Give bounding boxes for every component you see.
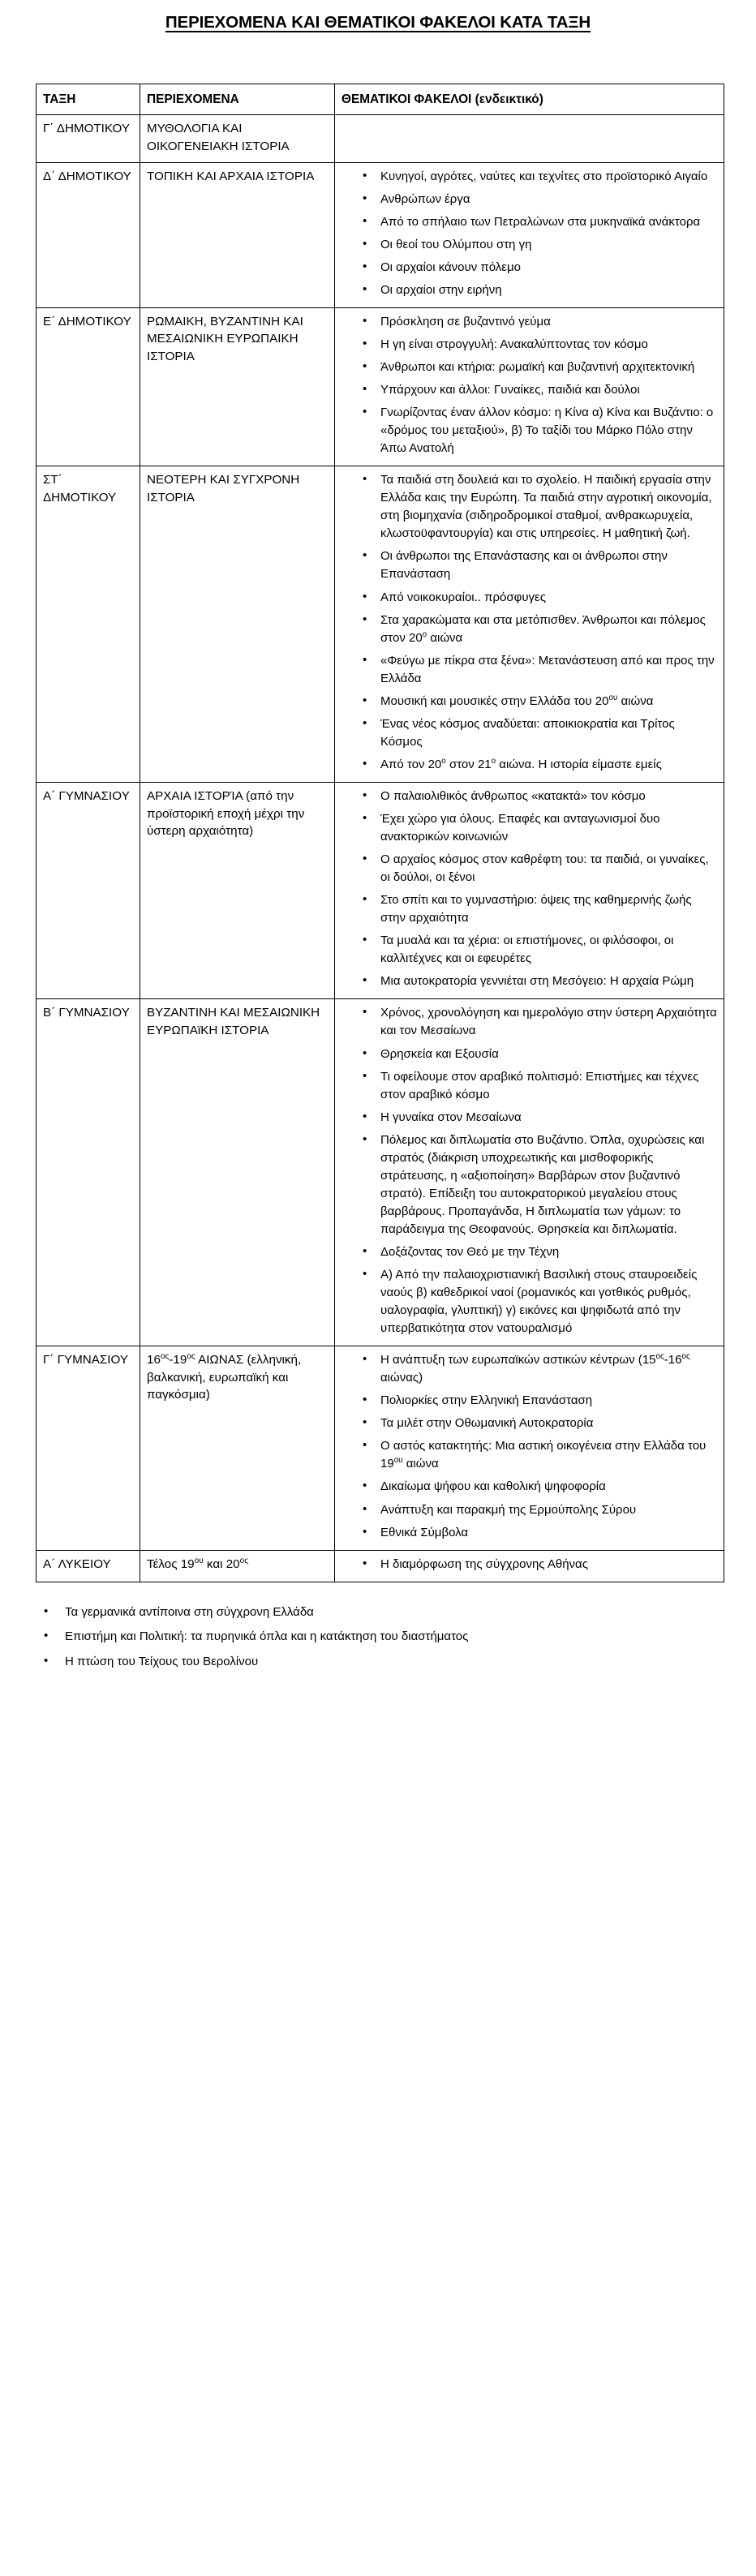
folder-bullet-list: [341, 788, 718, 990]
column-header-class: ΤΑΞΗ: [37, 84, 140, 115]
document-page: [0, 13, 756, 2576]
folder-bullet-item: • Η ανάπτυξη των ευρωπαϊκών αστικών κέντρων ($15^{o\varsigma}-16^{o\varsigma}$ αιώνας): [363, 1351, 718, 1387]
folder-bullet-item: • Ο παλαιολιθικός άνθρωπος «κατακτά» τον κόσμο: [363, 788, 718, 805]
cell-contents-6: $16^{o\varsigma}-19^{o\varsigma}$ ΑΙΩΝΑΣ (ελληνική, βαλκανική, ευρωπαϊκή και παγκόσμια): [140, 1346, 335, 1550]
folder-bullet-list: [341, 313, 718, 457]
folder-bullet-item: • Ανθρώπων έργα: [363, 191, 718, 208]
folder-bullet-list: [341, 1004, 718, 1337]
folder-bullet-item: • Τι οφείλουμε στον αραβικό πολιτισμό: Επιστήμες και τέχνες στον αραβικό κόσμο: [363, 1068, 718, 1104]
curriculum-table: [36, 84, 724, 1582]
cell-contents-0: ΜΥΘΟΛΟΓΙΑ ΚΑΙ ΟΙΚΟΓΕΝΕΙΑΚΗ ΙΣΤΟΡΙΑ: [140, 115, 335, 162]
table-row: [37, 162, 724, 307]
folder-bullet-item: • Η γυναίκα στον Μεσαίωνα: [363, 1109, 718, 1127]
table-header: [37, 84, 724, 115]
folder-bullet-item: • Τα μυαλά και τα χέρια: οι επιστήμονες, οι φιλόσοφοι, οι καλλιτέχνες και οι εφευρέτες: [363, 932, 718, 968]
cell-class-7: Α΄ ΛΥΚΕΙΟΥ: [37, 1550, 140, 1582]
table-row: [37, 115, 724, 162]
cell-class-1: Δ΄ ΔΗΜΟΤΙΚΟΥ: [37, 162, 140, 307]
folder-bullet-item: • Οι αρχαίοι στην ειρήνη: [363, 281, 718, 299]
folder-bullet-item: • «Φεύγω με πίκρα στα ξένα»: Μετανάστευση από και προς την Ελλάδα: [363, 652, 718, 688]
cell-class-5: Β΄ ΓΥΜΝΑΣΙΟΥ: [37, 999, 140, 1346]
folder-bullet-item: • Τα παιδιά στη δουλειά και το σχολείο. Η παιδική εργασία στην Ελλάδα καις την Ευρώπη. Τα παιδιά στην αγροτική οικονομία, στη βιομηχανία (σιδηροδρομικοί σταθμοί, ανθρακωρυχεία, κλωστοϋφαντουργία) και στις υπηρεσίες. Η μαθητική ζωή.: [363, 471, 718, 543]
folder-bullet-item: • Μια αυτοκρατορία γεννιέται στη Μεσόγειο: Η αρχαία Ρώμη: [363, 972, 718, 990]
folder-bullet-item: • Ο αστός κατακτητής: Μια αστική οικογένεια στην Ελλάδα του $19^{o\upsilon}$ αιώνα: [363, 1437, 718, 1473]
cell-folders-2: [335, 307, 724, 466]
folder-bullet-item: • Κυνηγοί, αγρότες, ναύτες και τεχνίτες στο προϊστορικό Αιγαίο: [363, 168, 718, 186]
folder-bullet-item: • Άνθρωποι και κτήρια: ρωμαϊκή και βυζαντινή αρχιτεκτονική: [363, 358, 718, 376]
folder-bullet-item: • Θρησκεία και Εξουσία: [363, 1045, 718, 1063]
table-row: [37, 307, 724, 466]
page-title: ΠΕΡΙΕΧΟΜΕΝΑ ΚΑΙ ΘΕΜΑΤΙΚΟΙ ΦΑΚΕΛΟΙ ΚΑΤΑ ΤΑΞΗ: [165, 13, 591, 32]
folder-bullet-item: • Ένας νέος κόσμος αναδύεται: αποικιοκρατία και Τρίτος Κόσμος: [363, 715, 718, 751]
footer-bullet-item: • Επιστήμη και Πολιτική: τα πυρηνικά όπλα και η κατάκτηση του διαστήματος: [44, 1628, 756, 1646]
folder-bullet-list: [341, 168, 718, 299]
cell-class-2: Ε΄ ΔΗΜΟΤΙΚΟΥ: [37, 307, 140, 466]
folder-bullet-item: • Η διαμόρφωση της σύγχρονης Αθήνας: [363, 1556, 718, 1574]
cell-folders-6: [335, 1346, 724, 1550]
folder-bullet-item: • Μουσική και μουσικές στην Ελλάδα του $20^{o\upsilon}$ αιώνα: [363, 693, 718, 711]
cell-class-4: Α΄ ΓΥΜΝΑΣΙΟΥ: [37, 782, 140, 998]
folder-bullet-item: • Οι άνθρωποι της Επανάστασης και οι άνθρωποι στην Επανάσταση: [363, 547, 718, 583]
folder-bullet-item: • Ανάπτυξη και παρακμή της Ερμούπολης Σύρου: [363, 1501, 718, 1519]
curriculum-table-wrapper: [36, 84, 724, 1582]
table-header-row: [37, 84, 724, 115]
folder-bullet-item: • Η γη είναι στρογγυλή: Ανακαλύπτοντας τον κόσμο: [363, 336, 718, 354]
folder-bullet-item: • Εθνικά Σύμβολα: [363, 1524, 718, 1542]
cell-folders-4: [335, 782, 724, 998]
folder-bullet-item: • Χρόνος, χρονολόγηση και ημερολόγιο στην ύστερη Αρχαιότητα και τον Μεσαίωνα: [363, 1004, 718, 1040]
folder-bullet-item: • Τα μιλέτ στην Οθωμανική Αυτοκρατορία: [363, 1415, 718, 1432]
cell-contents-5: ΒΥΖΑΝΤΙΝΗ ΚΑΙ ΜΕΣΑΙΩΝΙΚΗ ΕΥΡΩΠΑϊΚΗ ΙΣΤΟΡΙΑ: [140, 999, 335, 1346]
folder-bullet-item: • Α) Από την παλαιοχριστιανική Βασιλική στους σταυροειδείς ναούς β) καθεδρικοί ναοί (ρομανικός και γοτθικός ρυθμός, υαλογραφία, γλυπτική) γ) εικόνες και ψηφιδωτά από την υπερβατικότητα στον νατουραλισμό: [363, 1266, 718, 1337]
cell-class-3: ΣΤ΄ ΔΗΜΟΤΙΚΟΥ: [37, 466, 140, 783]
folder-bullet-item: • Οι θεοί του Ολύμπου στη γη: [363, 236, 718, 254]
cell-class-0: Γ΄ ΔΗΜΟΤΙΚΟΥ: [37, 115, 140, 162]
folder-bullet-item: • Από τον $20^o$ στον $21^o$ αιώνα. Η ιστορία είμαστε εμείς: [363, 756, 718, 774]
footer-bullet-item: • Τα γερμανικά αντίποινα στη σύγχρονη Ελλάδα: [44, 1604, 756, 1621]
table-row: [37, 999, 724, 1346]
folder-bullet-item: • Στα χαρακώματα και στα μετόπισθεν. Άνθρωποι και πόλεμος στον $20^o$ αιώνα: [363, 612, 718, 647]
folder-bullet-item: • Έχει χώρο για όλους. Επαφές και ανταγωνισμοί δυο ανακτορικών κοινωνιών: [363, 810, 718, 846]
cell-folders-5: [335, 999, 724, 1346]
folder-bullet-item: • Γνωρίζοντας έναν άλλον κόσμο: η Κίνα α) Κίνα και Βυζάντιο: ο «δρόμος του μεταξιού», β) Το ταξίδι του Μάρκο Πόλο στην Άπω Ανατολή: [363, 404, 718, 457]
cell-folders-3: [335, 466, 724, 783]
cell-contents-4: ΑΡΧΑΙΑ ΙΣΤΟΡΊΑ (από την προϊστορική εποχή μέχρι την ύστερη αρχαιότητα): [140, 782, 335, 998]
folder-bullet-item: • Πόλεμος και διπλωματία στο Βυζάντιο. Όπλα, οχυρώσεις και στρατός (διάκριση υποχρεωτικής και μισθοφορικής στράτευσης, η «αξιοποίηση» Βαρβάρων στον βυζαντινό στρατό). Επίδειξη του αυτοκρατορικού μεγαλείου στους βαρβάρους. Προπαγάνδα, Η διπλωματία των γάμων: το παράδειγμα της Θεοφανούς. Θρησκεία και διπλωματία.: [363, 1131, 718, 1239]
cell-contents-2: ΡΩΜΑΙΚΗ, ΒΥΖΑΝΤΙΝΗ ΚΑΙ ΜΕΣΑΙΩΝΙΚΗ ΕΥΡΩΠΑΙΚΗ ΙΣΤΟΡΙΑ: [140, 307, 335, 466]
folder-bullet-item: • Υπάρχουν και άλλοι: Γυναίκες, παιδιά και δούλοι: [363, 381, 718, 399]
folder-bullet-item: • Από νοικοκυραίοι.. πρόσφυγες: [363, 589, 718, 607]
folder-bullet-item: • Πολιορκίες στην Ελληνική Επανάσταση: [363, 1392, 718, 1410]
folder-bullet-list: [341, 1556, 718, 1574]
folder-bullet-item: • Δικαίωμα ψήφου και καθολική ψηφοφορία: [363, 1478, 718, 1496]
table-row: [37, 466, 724, 783]
folder-bullet-item: • Ο αρχαίος κόσμος στον καθρέφτη του: τα παιδιά, οι γυναίκες, οι δούλοι, οι ξένοι: [363, 851, 718, 887]
cell-folders-0: [335, 115, 724, 162]
folder-bullet-item: • Στο σπίτι και το γυμναστήριο: όψεις της καθημερινής ζωής στην αρχαιότητα: [363, 891, 718, 927]
footer-bullet-list: [0, 1604, 756, 1671]
folder-bullet-list: [341, 1351, 718, 1541]
folder-bullet-list: [341, 471, 718, 774]
folder-bullet-item: • Οι αρχαίοι κάνουν πόλεμο: [363, 259, 718, 277]
cell-folders-1: [335, 162, 724, 307]
footer-bullet-item: • Η πτώση του Τείχους του Βερολίνου: [44, 1653, 756, 1671]
cell-contents-7: Τέλος $19^{o\upsilon}$ και $20^{o\varsigma}$: [140, 1550, 335, 1582]
folder-bullet-item: • Από το σπήλαιο των Πετραλώνων στα μυκηναϊκά ανάκτορα: [363, 213, 718, 231]
folder-bullet-item: • Δοξάζοντας τον Θεό με την Τέχνη: [363, 1243, 718, 1261]
table-row: [37, 1550, 724, 1582]
folder-bullet-item: • Πρόσκληση σε βυζαντινό γεύμα: [363, 313, 718, 331]
cell-contents-1: ΤΟΠΙΚΗ ΚΑΙ ΑΡΧΑΙΑ ΙΣΤΟΡΙΑ: [140, 162, 335, 307]
column-header-folders: ΘΕΜΑΤΙΚΟΙ ΦΑΚΕΛΟΙ (ενδεικτικό): [335, 84, 724, 115]
table-row: [37, 782, 724, 998]
cell-folders-7: [335, 1550, 724, 1582]
table-row: [37, 1346, 724, 1550]
cell-class-6: Γ΄ ΓΥΜΝΑΣΙΟΥ: [37, 1346, 140, 1550]
cell-contents-3: ΝΕΟΤΕΡΗ ΚΑΙ ΣΥΓΧΡΟΝΗ ΙΣΤΟΡΙΑ: [140, 466, 335, 783]
column-header-contents: ΠΕΡΙΕΧΟΜΕΝΑ: [140, 84, 335, 115]
table-body: [37, 115, 724, 1582]
